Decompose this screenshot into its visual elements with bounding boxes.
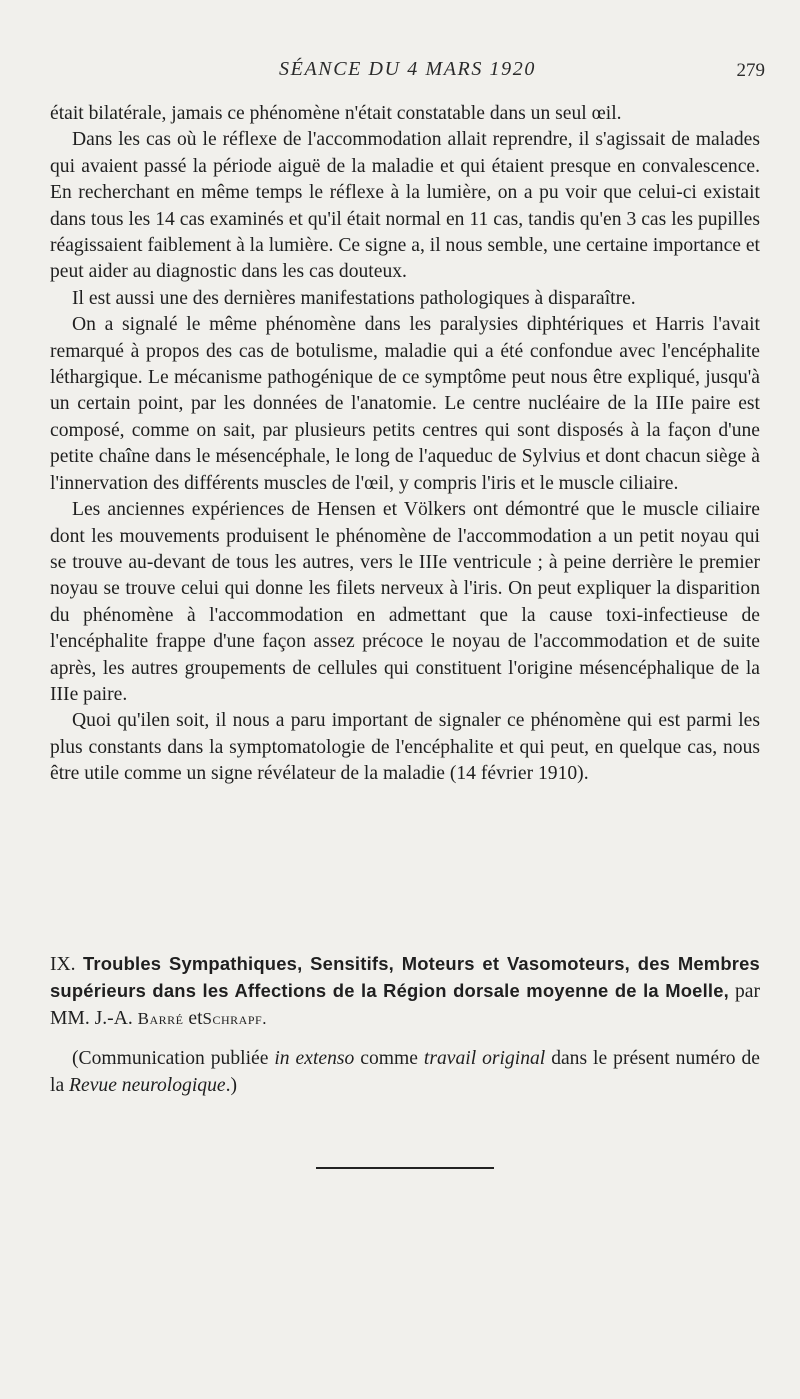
- section-heading: [50, 951, 760, 1032]
- paragraph-4: On a signalé le même phénomène dans les paralysies diphtériques et Harris l'avait remarqué à propos des cas de botulisme, maladie qui a été confondue avec l'encéphalite léthargique. Le mécanisme pathogénique de ce symptôme peut nous être expliqué, jusqu'à un certain point, par les données de l'anatomie. Le centre nucléaire de la IIIe paire est composé, comme on sait, par plusieurs petits centres qui sont disposés à la façon d'une petite chaîne dans le mésencéphale, le long de l'aqueduc de Sylvius et dont chacun siège à l'innervation des différents muscles de l'œil, y compris l'iris et le muscle ciliaire.: [50, 314, 760, 494]
- note-italic-in-extenso: in extenso: [274, 1048, 355, 1070]
- section-and: et: [188, 1007, 203, 1029]
- paragraph-1: était bilatérale, jamais ce phénomène n'était constatable dans un seul œil.: [50, 103, 622, 124]
- body-text: [50, 101, 760, 788]
- section-by: par MM. J.-A.: [50, 981, 760, 1029]
- note-open: (Communication publiée: [72, 1048, 269, 1070]
- paragraph-3: Il est aussi une des dernières manifestations pathologiques à disparaître.: [72, 287, 636, 309]
- note-close: .): [225, 1074, 237, 1096]
- note-mid: comme: [360, 1048, 418, 1070]
- page-number: 279: [736, 60, 765, 81]
- section-number: IX.: [50, 954, 76, 975]
- closing-rule: [316, 1167, 494, 1169]
- paragraph-6: Quoi qu'ilen soit, il nous a paru important de signaler ce phénomène qui est parmi les plus constants dans la symptomatologie de l'encéphalite et qui peut, en quelque cas, nous être utile comme un signe révélateur de la maladie (14 février 1910).: [50, 710, 760, 785]
- page-header: [50, 58, 765, 88]
- note-mid-2: dans le présent numéro de la: [50, 1048, 760, 1096]
- section-author-2: Schrapf.: [202, 1008, 267, 1028]
- publication-note: [50, 1046, 760, 1099]
- section-author-1: Barré: [137, 1008, 184, 1028]
- section-title: Troubles Sympathiques, Sensitifs, Moteurs et Vasomoteurs, des Membres supérieurs dans les Affections de la Région dorsale moyenne de la Moelle,: [50, 953, 760, 1002]
- note-italic-revue: Revue neurologique: [69, 1074, 226, 1096]
- running-head: SÉANCE DU 4 MARS 1920: [279, 58, 536, 80]
- note-italic-travail: travail original: [423, 1048, 546, 1070]
- paragraph-2: Dans les cas où le réflexe de l'accommodation allait reprendre, il s'agissait de malades qui avaient passé la période aiguë de la maladie et qui étaient presque en convalescence. En recherchant en même temps le réflexe à la lumière, on a pu voir que celui-ci existait dans tous les 14 cas examinés et qu'il était normal en 11 cas, tandis qu'en 3 cas les pupilles réagissaient faiblement à la lumière. Ce signe a, il nous semble, une certaine importance et peut aider au diagnostic dans les cas douteux.: [50, 129, 761, 283]
- section-ix: [50, 951, 760, 1099]
- paragraph-5: Les anciennes expériences de Hensen et Völkers ont démontré que le muscle ciliaire dont les mouvements produisent le phénomène de l'accommodation a un petit noyau qui se trouve au-devant de tous les autres, vers le IIIe ventricule ; à peine derrière le premier noyau se trouve celui qui donne les filets nerveux à l'iris. On peut expliquer la disparition du phénomène à l'accommodation en admettant que la cause toxi-infectieuse de l'encéphalite frappe d'une façon assez précoce le noyau de l'accommodation et de suite après, les autres groupements de cellules qui constituent l'origine mésencéphalique de la IIIe paire.: [50, 499, 760, 705]
